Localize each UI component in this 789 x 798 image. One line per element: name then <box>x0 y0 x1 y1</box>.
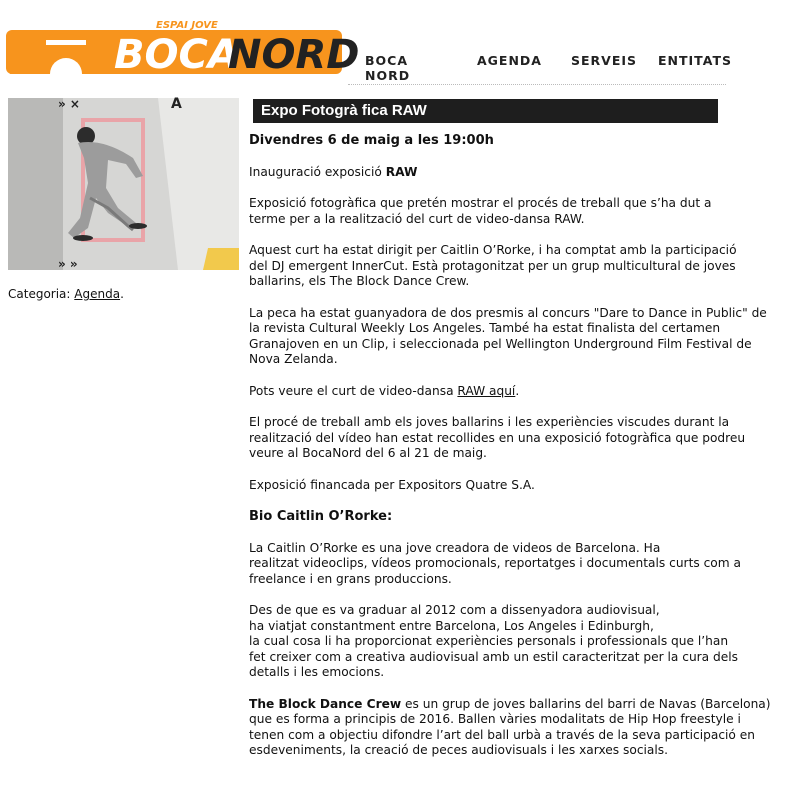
logo-word-boca: BOCA <box>114 32 239 78</box>
paragraph-description: Exposició fotogràfica que pretén mostrar el procés de treball que s’ha dut a terme per a la realització del curt de video-dansa RAW. <box>249 196 712 226</box>
category-line <box>8 287 124 301</box>
paragraph-process: El procé de treball amb els joves ballarins i les experiències viscudes durant la realització del vídeo han estat recollides en una exposició fotogràfica que podreu veure al BocaNord del 6 al 21 de maig. <box>249 415 746 460</box>
article <box>249 99 774 759</box>
article-title: Expo Fotogrà fica RAW <box>253 99 718 123</box>
paragraph-watch-link: Pots veure el curt de video-dansa RAW aquí. <box>249 383 520 398</box>
nav-divider <box>348 84 726 85</box>
svg-text:» ×: » × <box>58 97 80 111</box>
paragraph-director: Aquest curt ha estat dirigit per Caitlin O’Rorke, i ha comptat amb la participació del DJ emergent InnerCut. Està protagonitzat per un grup multicultural de joves ballarins, els The Block Dance Crew. <box>249 243 737 288</box>
paragraph-bio-intro: La Caitlin O’Rorke es una jove creadora de videos de Barcelona. Ha realitzat videoclips, vídeos promocionals, reportatges i documentals curts com a freelance i en grans produccions. <box>249 540 741 586</box>
paragraph-awards: La peca ha estat guanyadora de dos presmis al concurs "Dare to Dance in Public" de la revista Cultural Weekly Los Angeles. També ha estat finalista del certamen Granajoven en un Clip, i seleccionada pel Wellington Underground Film Festival de Nova Zelanda. <box>249 305 767 366</box>
category-label: Categoria: <box>8 287 71 301</box>
svg-text:» »: » » <box>58 257 78 271</box>
logo-tagline: ESPAI JOVE <box>156 20 218 31</box>
raw-video-link[interactable]: RAW aquí <box>457 383 516 398</box>
logo-word-nord: NORD <box>228 32 360 78</box>
site-logo[interactable] <box>6 8 360 78</box>
paragraph-inauguration: Inauguració exposició RAW <box>249 164 418 179</box>
nav-serveis[interactable]: SERVEIS <box>571 53 638 68</box>
category-link-agenda[interactable]: Agenda <box>74 287 121 301</box>
paragraph-bio-career: Des de que es va graduar al 2012 com a dissenyadora audiovisual, ha viatjat constantment entre Barcelona, Los Angeles i Edinburgh, la cual cosa li ha proporcionat experiències personals i professionals que l’han fet creixer com a creativa audiovisual amb un estil caracteritzat per la cura dels detalls i les emocions. <box>249 603 738 679</box>
category-period: . <box>120 287 124 301</box>
nav-agenda[interactable]: AGENDA <box>477 53 542 68</box>
paragraph-funding: Exposició financada per Expositors Quatre S.A. <box>249 477 535 492</box>
svg-text:A: A <box>171 96 182 112</box>
bio-heading: Bio Caitlin O’Rorke: <box>249 509 393 524</box>
paragraph-dance-crew: The Block Dance Crew es un grup de joves ballarins del barri de Navas (Barcelona) que es forma a principis de 2016. Ballen vàries modalitats de Hip Hop freestyle i tenen com a objectiu difondre l’art del ball urbà a través de la seva participació en esdeveniments, la creació de peces audiovisuals i les xarxes socials. <box>249 696 771 757</box>
event-photo[interactable] <box>8 98 239 270</box>
nav-entitats[interactable]: ENTITATS <box>658 53 732 68</box>
nav-boca-nord[interactable]: BOCA NORD <box>365 53 411 83</box>
event-date: Divendres 6 de maig a les 19:00h <box>249 133 494 148</box>
